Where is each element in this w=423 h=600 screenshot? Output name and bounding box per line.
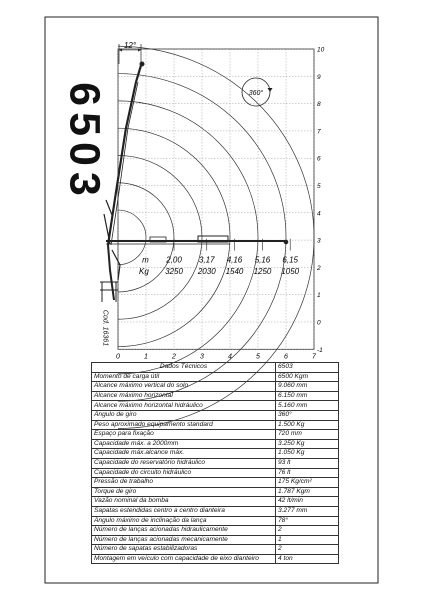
- y-tick-label: 0: [317, 319, 321, 327]
- table-row: [92, 478, 339, 488]
- table-row: [92, 458, 339, 468]
- capacity-value: 2030: [197, 266, 216, 276]
- spec-label: Pressão de trabalho: [92, 478, 276, 488]
- spec-label: Sapatas estendidas centro a centro dianteira: [92, 506, 276, 516]
- table-row: [92, 526, 339, 536]
- reach-value: 2,00: [166, 255, 182, 265]
- y-tick-label: 4: [317, 210, 321, 218]
- spec-value: 3.277 mm: [276, 506, 339, 516]
- spec-label: Dados Técnicos: [92, 363, 276, 373]
- spec-label: Número de lanças acionadas hidraulicamente: [92, 526, 276, 536]
- spec-label: Capacidade do reservatório hidráulico: [92, 458, 276, 468]
- table-row: [92, 449, 339, 459]
- table-row: [92, 545, 339, 555]
- table-row: [92, 391, 339, 401]
- y-tick-label: 10: [317, 46, 325, 54]
- spec-label: Capacidade do circuito hidráulico: [92, 468, 276, 478]
- spec-value: 42 lt/min: [276, 497, 339, 507]
- x-tick-label: 3: [200, 353, 204, 361]
- spec-value: 720 mm: [276, 430, 339, 440]
- boom-angle-indicator: [119, 41, 141, 64]
- spec-value: 360°: [276, 410, 339, 420]
- table-row: [92, 420, 339, 430]
- reach-value: 4,16: [226, 255, 243, 265]
- table-row: [92, 468, 339, 478]
- spec-value: 6503: [276, 363, 339, 373]
- spec-value: 1: [276, 535, 339, 545]
- reach-value: 3,17: [198, 255, 215, 265]
- angle-label: 12°: [123, 41, 137, 50]
- y-tick-label: -1: [317, 346, 323, 354]
- table-row: [92, 535, 339, 545]
- x-tick-label: 5: [256, 353, 260, 361]
- spec-label: Momento de carga útil: [92, 372, 276, 382]
- model-title: 6503: [60, 82, 109, 202]
- spec-label: Espaço para fixação: [92, 430, 276, 440]
- spec-label: Número de lanças acionadas mecanicamente: [92, 535, 276, 545]
- spec-label: Alcance máximo horizontal: [92, 391, 276, 401]
- table-row: [92, 516, 339, 526]
- spec-label: Ângulo máximo de inclinação da lança: [92, 516, 276, 526]
- table-row: [92, 439, 339, 449]
- capacity-value: 3250: [165, 266, 183, 276]
- spec-value: 175 Kg/cm²: [276, 478, 339, 488]
- technical-data-table: [91, 362, 339, 564]
- spec-label: Alcance máximo vertical do solo: [92, 382, 276, 392]
- capacity-value: 1050: [281, 266, 300, 276]
- code-label: Cod. 16361: [101, 309, 109, 347]
- spec-value: 6.150 mm: [276, 391, 339, 401]
- rotation-label: 360°: [248, 90, 264, 97]
- spec-value: 76 lt: [276, 468, 339, 478]
- rotation-symbol: [242, 78, 273, 106]
- y-tick-label: 5: [317, 183, 321, 190]
- spec-label: Capacidade máx.alcance máx.: [92, 449, 276, 459]
- x-tick-label: 4: [228, 353, 232, 361]
- y-tick-label: 6: [317, 155, 321, 163]
- y-tick-label: 9: [317, 73, 321, 81]
- spec-value: 5.160 mm: [276, 401, 339, 411]
- spec-value: 78°: [276, 516, 339, 526]
- x-tick-label: 6: [284, 353, 288, 361]
- plot-border: [118, 49, 314, 349]
- table-row: [92, 554, 339, 564]
- x-tick-label: 1: [144, 353, 148, 361]
- spec-label: Número de sapatas estabilizadoras: [92, 545, 276, 555]
- table-row: [92, 430, 339, 440]
- reach-value: 6,15: [282, 255, 298, 265]
- spec-value: 6500 Kgm: [276, 372, 339, 382]
- spec-label: Vazão nominal da bomba: [92, 497, 276, 507]
- axis-ticks: [116, 47, 325, 361]
- spec-value: 4 ton: [276, 554, 339, 564]
- y-tick-label: 7: [317, 128, 321, 136]
- spec-value: 1.500 Kg: [276, 420, 339, 430]
- table-row: [92, 401, 339, 411]
- table-row: [92, 506, 339, 516]
- spec-value: 9.060 mm: [276, 382, 339, 392]
- spec-value: 1.050 Kg: [276, 449, 339, 459]
- capacity-row-label: Kg: [139, 266, 149, 276]
- table-row: [92, 410, 339, 420]
- table-row: [92, 372, 339, 382]
- spec-value: 3.250 Kg: [276, 439, 339, 449]
- y-tick-label: 3: [317, 237, 321, 245]
- chart-grid: [118, 49, 314, 349]
- table-row: [92, 487, 339, 497]
- reach-row-label: m: [142, 255, 149, 265]
- spec-label: Alcance máximo horizontal hidráulico: [92, 401, 276, 411]
- x-tick-label: 2: [172, 353, 176, 361]
- table-row: [92, 382, 339, 392]
- reach-arc: [118, 101, 258, 374]
- spec-label: Montagem em veículo com capacidade de eixo dianteiro: [92, 554, 276, 564]
- y-tick-label: 2: [317, 264, 321, 272]
- spec-value: 93 lt: [276, 458, 339, 468]
- spec-label: Torque de giro: [92, 487, 276, 497]
- spec-label: Ângulo de giro: [92, 410, 276, 420]
- spec-value: 1.787 Kgm: [276, 487, 339, 497]
- capacity-value: 1540: [225, 266, 244, 276]
- y-tick-label: 1: [317, 292, 321, 300]
- table-row: [92, 497, 339, 507]
- x-tick-label: 0: [116, 353, 120, 361]
- spec-label: Peso aproximado equipamento standard: [92, 420, 276, 430]
- reach-value: 5,16: [254, 255, 271, 265]
- table-header-row: [92, 363, 339, 373]
- x-tick-label: 7: [312, 353, 316, 361]
- capacity-value: 1250: [253, 266, 272, 276]
- spec-label: Capacidade máx. a 2000mm: [92, 439, 276, 449]
- y-tick-label: 8: [317, 101, 321, 109]
- spec-value: 2: [276, 545, 339, 555]
- spec-value: 2: [276, 526, 339, 536]
